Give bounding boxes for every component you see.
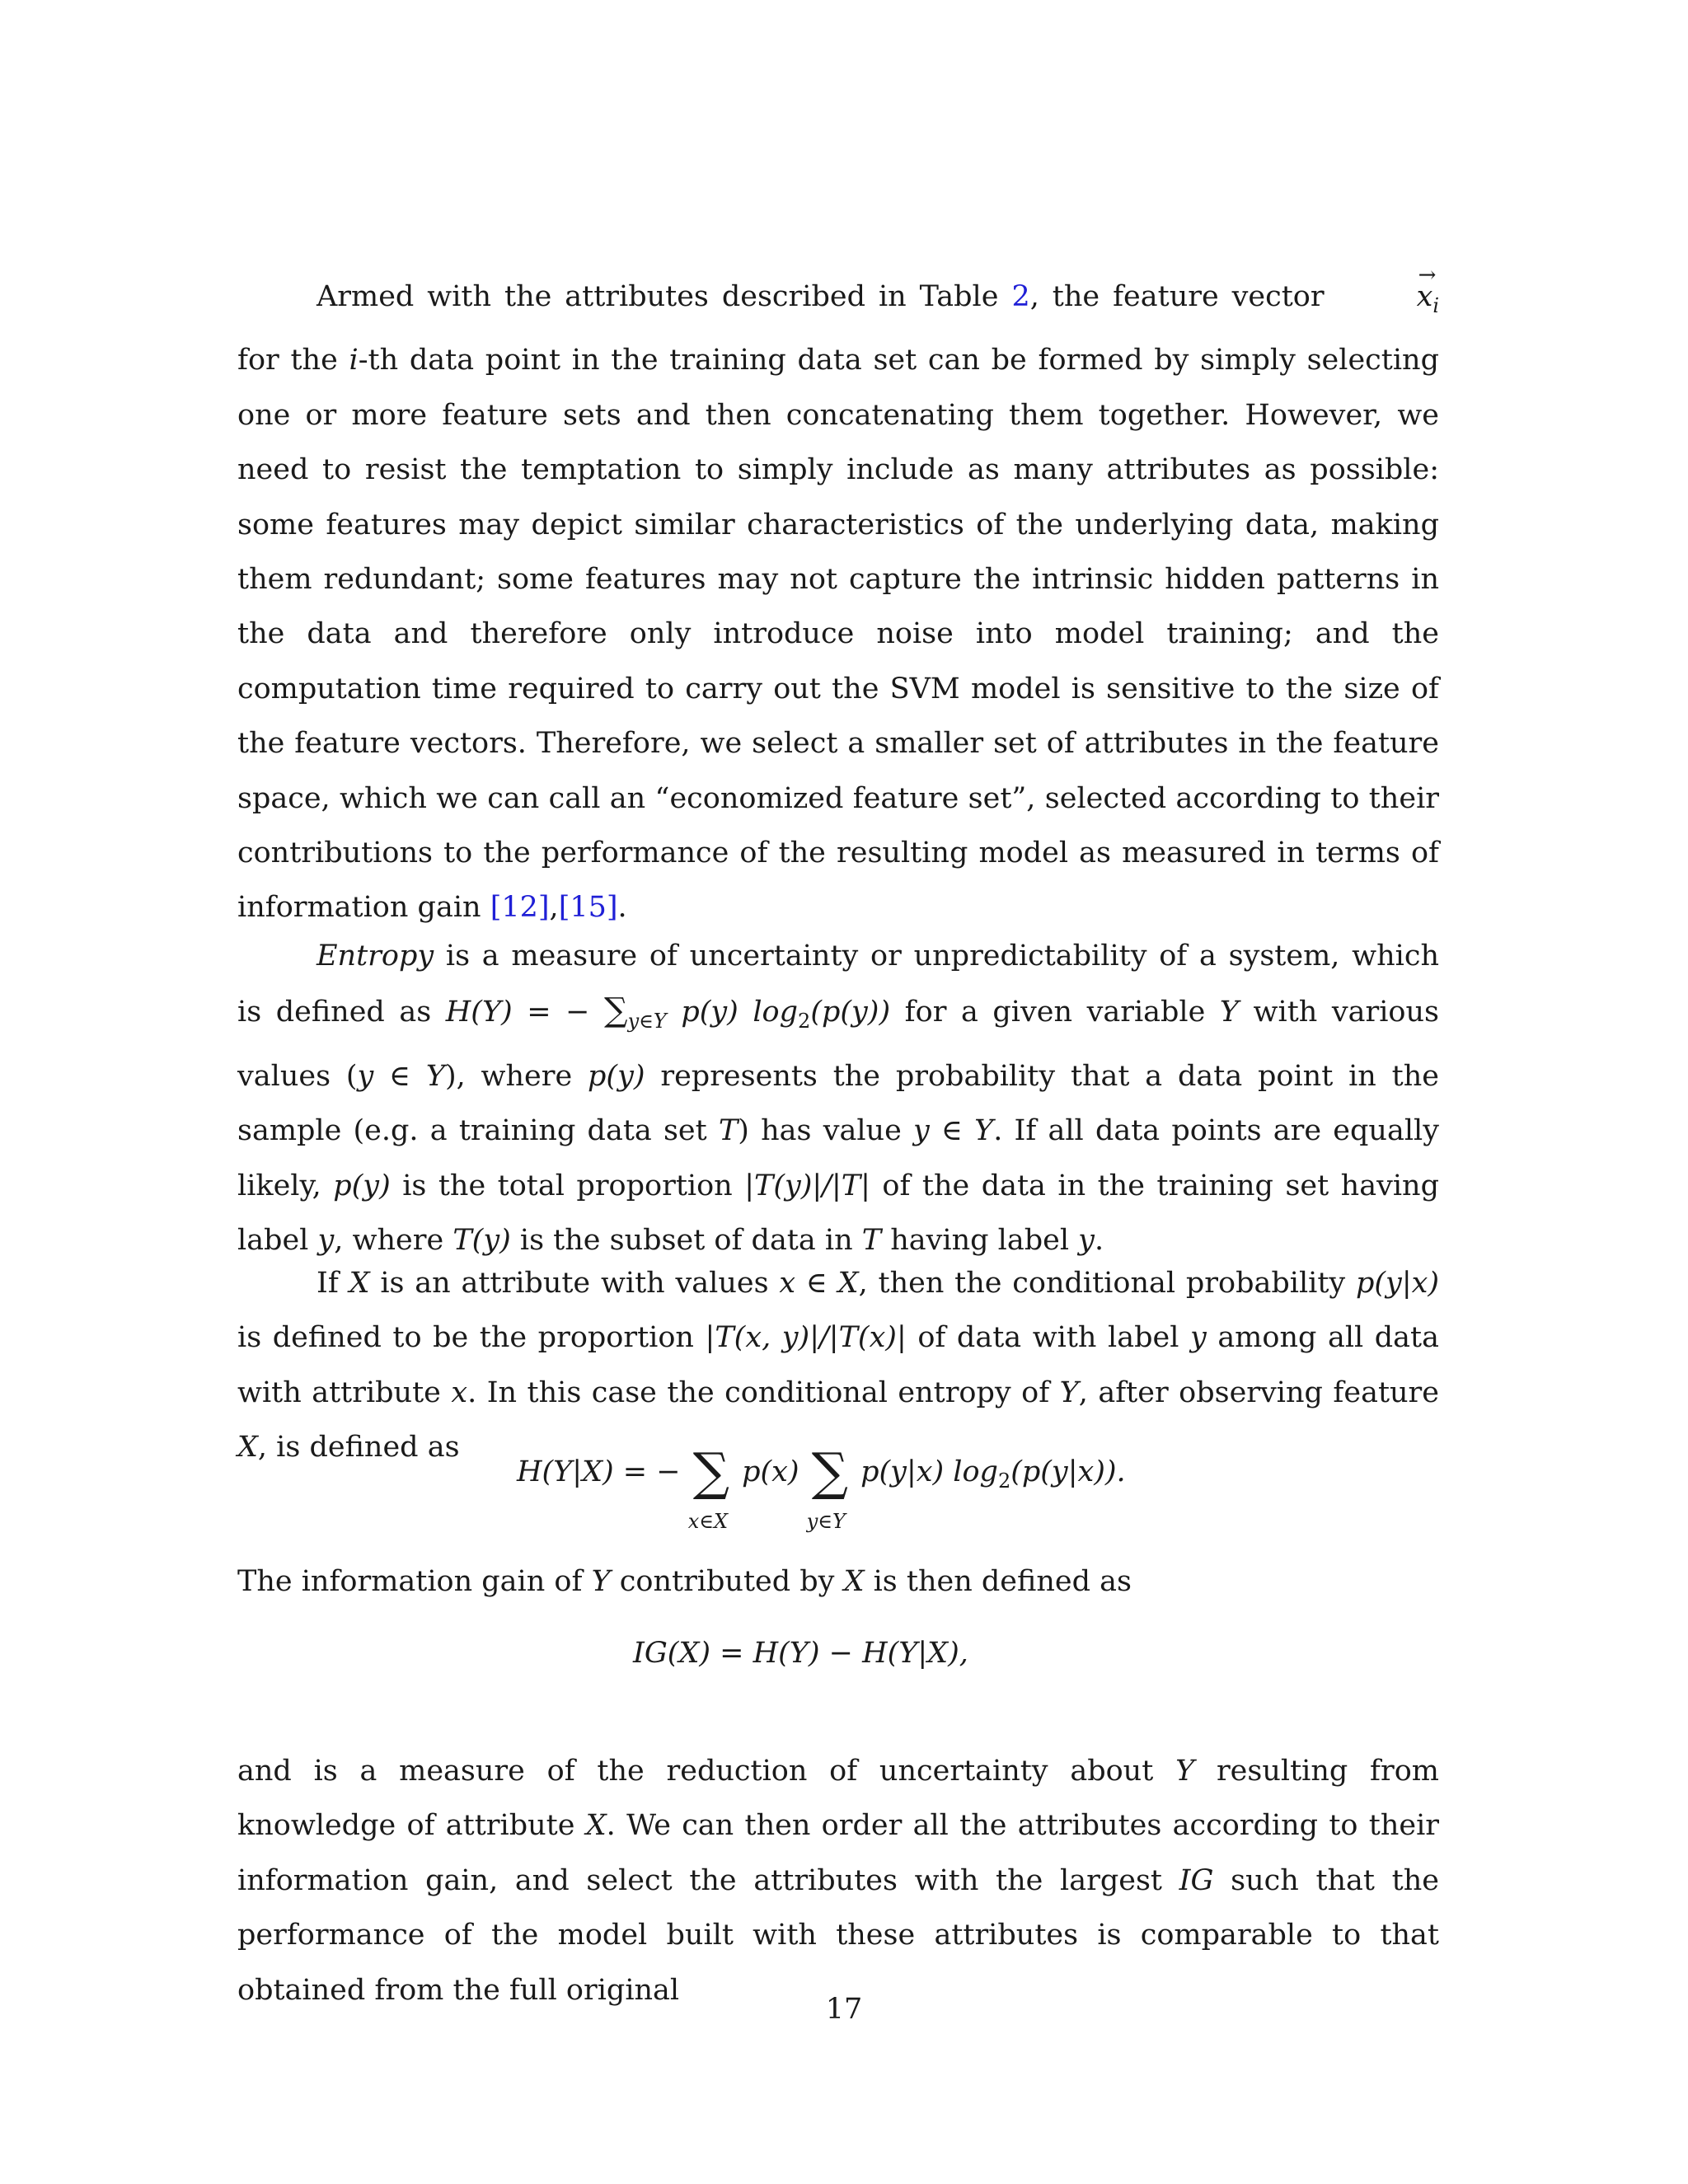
text-run: , the feature vector xyxy=(1029,280,1338,313)
math-symbol: Y xyxy=(1059,1376,1079,1409)
text-run: If xyxy=(316,1267,349,1300)
feature-vector-symbol: → $x_i$ xyxy=(1338,269,1439,333)
text-run: , after observing feature xyxy=(1078,1376,1439,1409)
text-run: Armed with the attributes described in Table xyxy=(316,280,1012,313)
equation-lhs: H(Y|X) = − xyxy=(517,1455,681,1488)
text-run: , xyxy=(549,891,559,925)
math-symbol: |T(x, y)|/|T(x)| xyxy=(705,1321,907,1355)
information-gain-equation: IG(X) = H(Y) − H(Y|X), xyxy=(633,1637,968,1670)
text-run: is the subset of data in xyxy=(510,1224,862,1258)
conditional-entropy-equation xyxy=(517,1441,1126,1533)
math-symbol: y xyxy=(1078,1224,1095,1258)
math-symbol: p(y) xyxy=(333,1169,391,1202)
table-ref-link[interactable]: 2 xyxy=(1011,280,1030,313)
paragraph-2-text xyxy=(237,929,1439,1268)
equation-term-px: p(x) xyxy=(742,1455,799,1488)
math-symbol: y ∈ Y xyxy=(912,1114,994,1148)
math-symbol: y ∈ Y xyxy=(357,1059,445,1093)
text-run: . If all data points are equally likely, xyxy=(237,1114,1439,1202)
math-symbol: |T(y)|/|T| xyxy=(744,1169,870,1202)
summation-over-x: ∑ x∈X xyxy=(693,1455,729,1488)
text-run: is the total proportion xyxy=(390,1169,745,1202)
math-symbol: Y xyxy=(1219,996,1239,1029)
math-symbol: x ∈ X xyxy=(779,1267,859,1300)
ig-intro-text: The information gain of Y contributed by X is then defined as xyxy=(237,1565,1132,1598)
equation-rhs: p(y|x) $\log_2(p(y|x))$. xyxy=(860,1455,1126,1493)
text-run: -th data point in the training data set can be formed by simply selecting one or more feature sets and then concatenating them together. However, we need to resist the temptation to simply include as many attributes as possible: some features may depict similar characteristics of the underlying data, making them redundant; some features may not capture the intrinsic hidden patterns in the data and therefore only introduce noise into model training; and the computation time required to carry out the SVM model is sensitive to the size of the feature vectors. Therefore, we select a smaller set of attributes in the feature space, which we can call an “economized feature set”, selected according to their contributions to the performance of the resulting model as measured in terms of information gain xyxy=(237,344,1439,925)
text-run: is an attribute with values xyxy=(369,1267,780,1300)
text-run: represents the probability that a data point in the sample (e.g. a training data set xyxy=(237,1059,1439,1148)
math-symbol: T xyxy=(861,1224,882,1258)
text-run: for the xyxy=(237,344,349,377)
page-number: 17 xyxy=(825,1993,863,2026)
text-run: ) has value xyxy=(738,1114,913,1148)
math-symbol: y xyxy=(1189,1321,1207,1355)
math-symbol: X xyxy=(349,1267,370,1300)
sum-limit-x: x∈X xyxy=(687,1510,729,1533)
text-run: is defined to be the proportion xyxy=(237,1321,706,1355)
text-run: ), where xyxy=(444,1059,588,1093)
math-symbol: T xyxy=(718,1114,738,1148)
text-run: is a measure of uncertainty or unpredictability of a system, which is defined as xyxy=(237,940,1439,1029)
math-symbol: y xyxy=(317,1224,335,1258)
text-run: of data with label xyxy=(906,1321,1190,1355)
paragraph-1-text xyxy=(237,269,1439,935)
text-run: among all data with attribute xyxy=(237,1321,1439,1409)
paragraph-entropy xyxy=(237,929,1439,1268)
entropy-formula-inline: H(Y) = − $\sum_{y\in Y}$ p(y) $\log_2(p(y))$ xyxy=(445,991,891,1033)
summation-over-y: ∑ y∈Y xyxy=(812,1455,848,1488)
text-run: . In this case the conditional entropy of xyxy=(467,1376,1060,1409)
math-symbol: x xyxy=(451,1376,468,1409)
text-run: having label xyxy=(881,1224,1079,1258)
text-run: , then the conditional probability xyxy=(858,1267,1356,1300)
text-run: . xyxy=(1094,1224,1104,1258)
text-run: of the data in the training set having label xyxy=(237,1169,1439,1258)
emphasis-entropy: Entropy xyxy=(316,940,434,972)
math-symbol: i xyxy=(349,344,359,377)
text-run: . xyxy=(617,891,627,925)
citation-link-15[interactable]: [15] xyxy=(558,891,618,925)
paragraph-4-text: and is a measure of the reduction of uncertainty about Y resulting from knowledge of attribute X. We can then order all the attributes according to their information gain, and select the attributes with the largest IG such that the performance of the model built with these attributes is comparable to that obtained from the full original xyxy=(237,1755,1440,2007)
text-run: , where xyxy=(334,1224,453,1258)
text-run: with various values ( xyxy=(237,996,1439,1093)
text-run: , is defined as xyxy=(257,1431,460,1465)
math-symbol: p(y|x) xyxy=(1355,1267,1440,1300)
paragraph-feature-selection xyxy=(237,269,1439,935)
math-symbol: T(y) xyxy=(452,1224,511,1258)
math-symbol: X xyxy=(237,1431,258,1465)
math-symbol: p(y) xyxy=(588,1059,645,1093)
sum-limit-y: y∈Y xyxy=(806,1510,846,1533)
text-run: for a given variable xyxy=(890,996,1220,1029)
citation-link-12[interactable]: [12] xyxy=(490,891,550,925)
information-gain-intro xyxy=(237,1554,1439,1609)
paragraph-information-gain xyxy=(237,1744,1439,2018)
